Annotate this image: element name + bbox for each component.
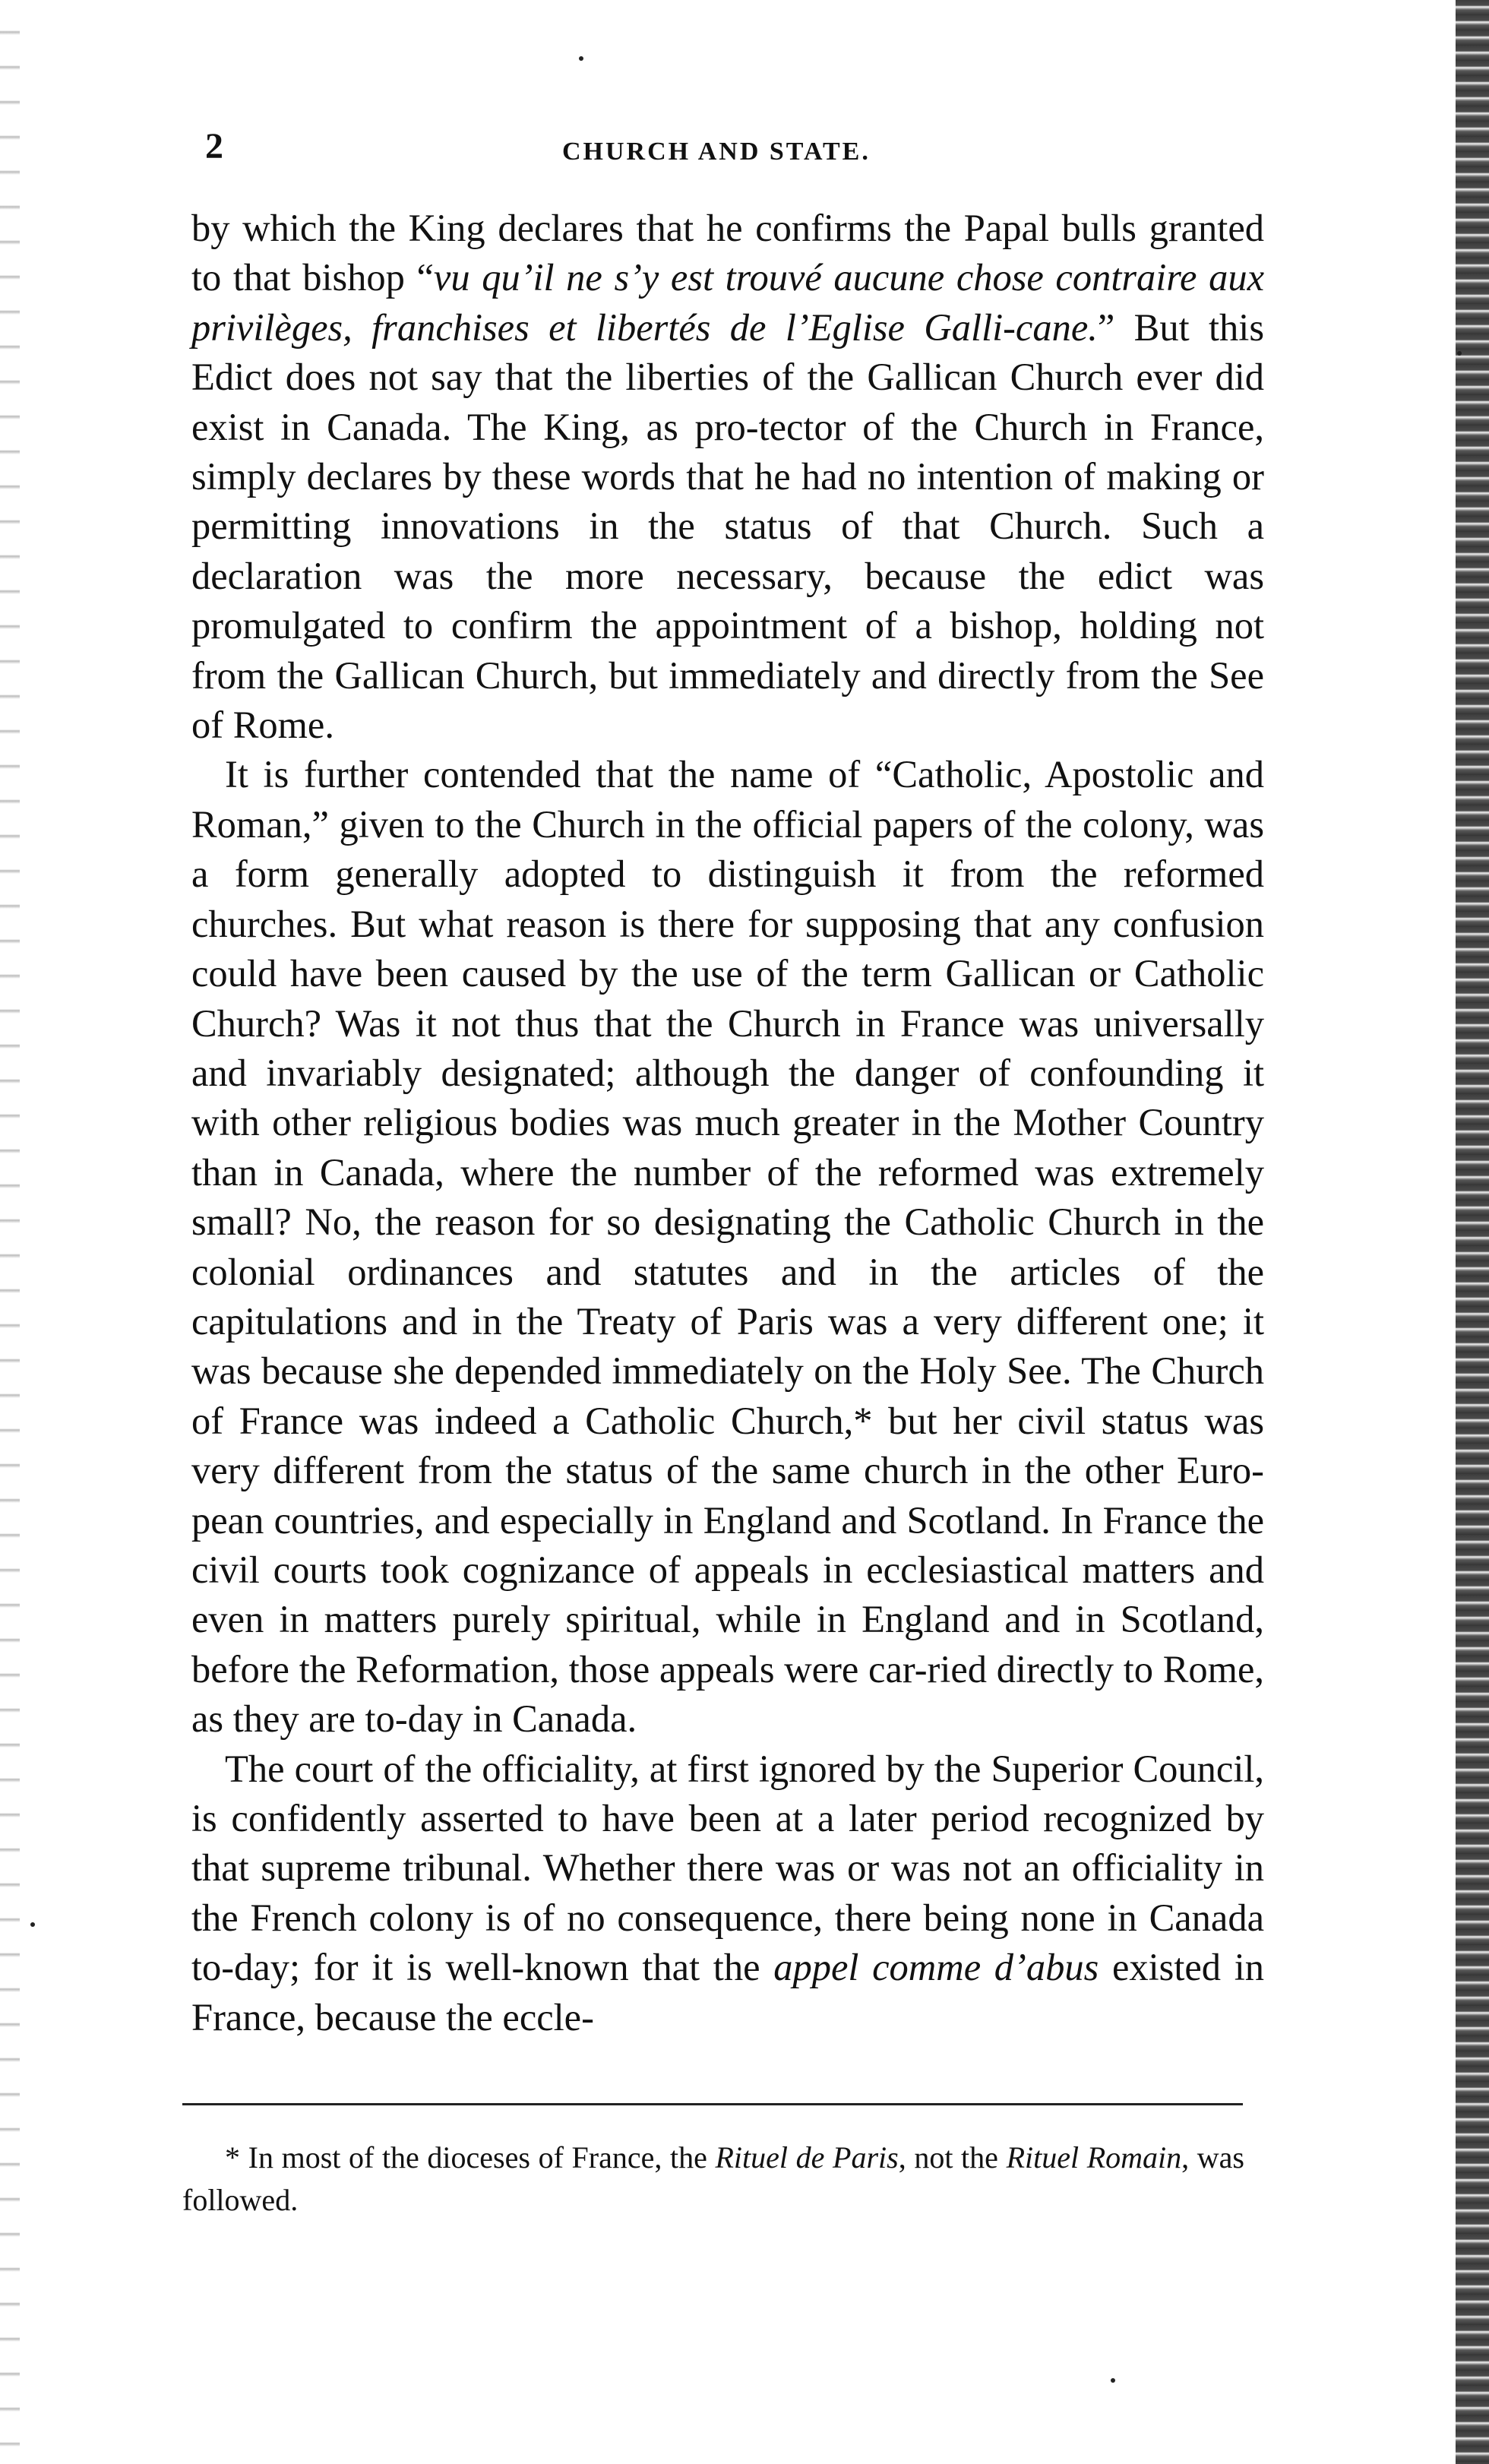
footnote: * In most of the dioceses of France, the Rituel de Paris, not the Rituel Romain, was followed. bbox=[182, 2140, 1244, 2217]
running-head: CHURCH AND STATE. bbox=[562, 138, 871, 166]
page-edge-right bbox=[1456, 0, 1489, 2464]
ink-speck bbox=[1457, 351, 1462, 356]
page-number: 2 bbox=[205, 126, 223, 166]
page-header bbox=[205, 125, 1269, 186]
page-edge-left bbox=[0, 0, 20, 2464]
paragraph-1: by which the King declares that he confirms the Papal bulls granted to that bishop “vu qu’il ne s’y est trouvé aucune chose contraire aux privilèges, franchises et libertés de l’Eglise Galli-cane.” But this Edict does not say that the liberties of the Gallican Church ever did exist in Canada. The King, as pro-tector of the Church in France, simply declares by these words that he had no intention of making or permitting innovations in the status of that Church. Such a declaration was the more necessary, because the edict was promulgated to confirm the appointment of a bishop, holding not from the Gallican Church, but immediately and directly from the See of Rome. bbox=[191, 207, 1264, 747]
footnote-rule bbox=[182, 2103, 1243, 2105]
ink-speck bbox=[30, 1922, 35, 1927]
paragraph-3: The court of the officiality, at first ignored by the Superior Council, is confidently asserted to have been at a later period recognized by that supreme tribunal. Whether there was or was not an officiality in the French colony is of no consequence, there being none in Canada to-day; for it is well-known that the appel comme d’abus existed in France, because the eccle- bbox=[191, 1747, 1264, 2039]
paragraph-2: It is further contended that the name of “Catholic, Apostolic and Roman,” given to the Church in the official papers of the colony, was a form generally adopted to distinguish it from the reformed churches. But what reason is there for supposing that any confusion could have been caused by the use of the term Gallican or Catholic Church? Was it not thus that the Church in France was universally and invariably designated; although the danger of confounding it with other religious bodies was much greater in the Mother Country than in Canada, where the number of the reformed was extremely small? No, the reason for so designating the Catholic Church in the colonial ordinances and statutes and in the articles of the capitulations and in the Treaty of Paris was a very different one; it was because she depended immediately on the Holy See. The Church of France was indeed a Catholic Church,* but her civil status was very different from the status of the same church in the other Euro-pean countries, and especially in England and Scotland. In France the civil courts took cognizance of appeals in ecclesiastical matters and even in matters purely spiritual, while in England and in Scotland, before the Reformation, those appeals were car-ried directly to Rome, as they are to-day in Canada. bbox=[191, 753, 1264, 1741]
ink-speck bbox=[579, 56, 583, 61]
body-text bbox=[191, 204, 1264, 2042]
ink-speck bbox=[1111, 2378, 1115, 2383]
